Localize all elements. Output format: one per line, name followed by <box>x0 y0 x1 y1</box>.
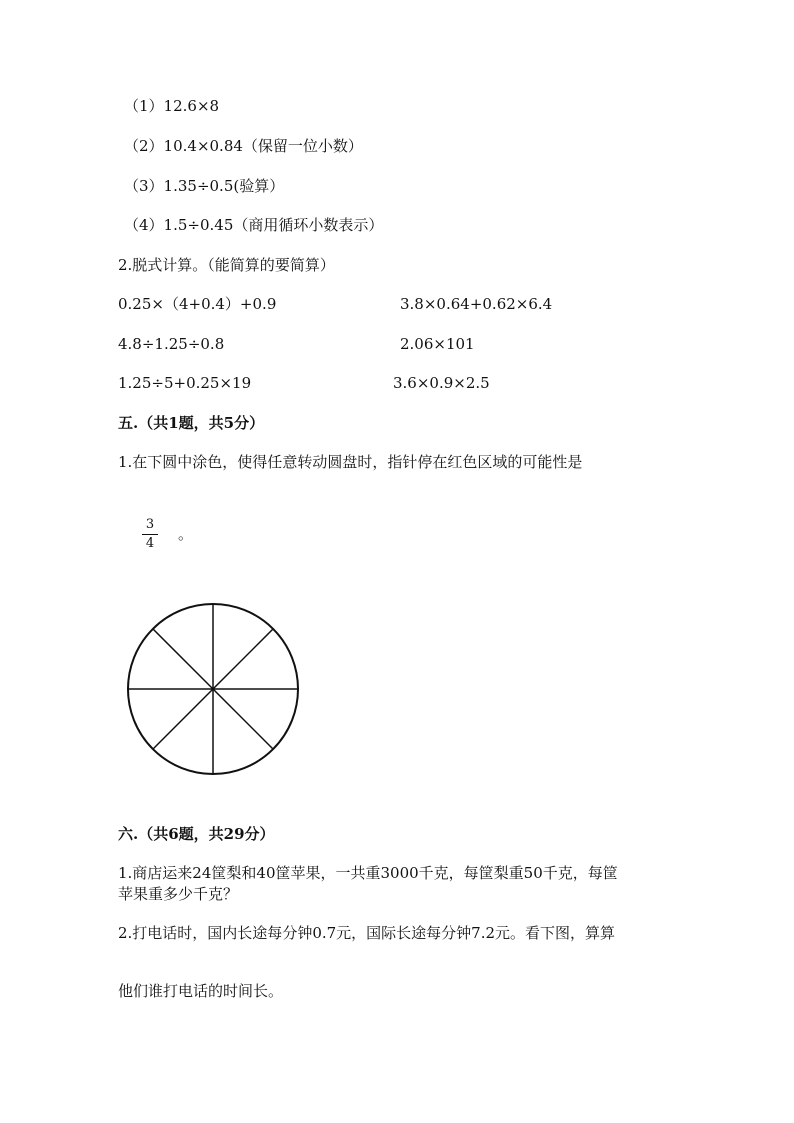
section-6-heading: 六.（共6题，共29分） <box>118 825 275 843</box>
expression-right-2: 2.06×101 <box>400 335 475 353</box>
section-5-heading: 五.（共1题，共5分） <box>118 414 265 432</box>
section-6-question-2-line-2: 他们谁打电话的时间长。 <box>118 982 284 1000</box>
answer-fraction <box>142 518 158 551</box>
wheel-divider-lines <box>128 604 298 774</box>
expression-left-3: 1.25÷5+0.25×19 <box>118 374 252 392</box>
section-6-question-2-line-1: 2.打电话时，国内长途每分钟0.7元，国际长途每分钟7.2元。看下图，算算 <box>118 924 616 942</box>
expression-left-2: 4.8÷1.25÷0.8 <box>118 335 225 353</box>
calc-item-1: （1）12.6×8 <box>124 97 220 115</box>
question-2-title: 2.脱式计算。（能简算的要简算） <box>118 256 335 274</box>
spinner-wheel[interactable] <box>124 600 304 780</box>
calc-item-4: （4）1.5÷0.45（商用循环小数表示） <box>124 216 384 234</box>
calc-item-3: （3）1.35÷0.5(验算） <box>124 177 285 195</box>
expression-right-3: 3.6×0.9×2.5 <box>393 374 490 392</box>
wheel-spoke <box>153 689 213 749</box>
calc-item-2: （2）10.4×0.84（保留一位小数） <box>124 137 363 155</box>
wheel-spoke <box>153 629 213 689</box>
wheel-spoke <box>213 689 273 749</box>
fraction-denominator: 4 <box>145 536 155 551</box>
fraction-bar <box>142 534 158 535</box>
section-5-question-1: 1.在下圆中涂色，使得任意转动圆盘时，指针停在红色区域的可能性是 <box>118 453 583 471</box>
wheel-spoke <box>213 629 273 689</box>
fraction-period: 。 <box>178 525 194 543</box>
section-6-question-1-line-2: 苹果重多少千克？ <box>118 885 239 903</box>
expression-right-1: 3.8×0.64+0.62×6.4 <box>400 295 553 313</box>
expression-left-1: 0.25×（4+0.4）+0.9 <box>118 295 277 313</box>
section-6-question-1-line-1: 1.商店运来24筐梨和40筐苹果，一共重3000千克，每筐梨重50千克，每筐 <box>118 864 618 882</box>
fraction-numerator: 3 <box>145 517 155 532</box>
